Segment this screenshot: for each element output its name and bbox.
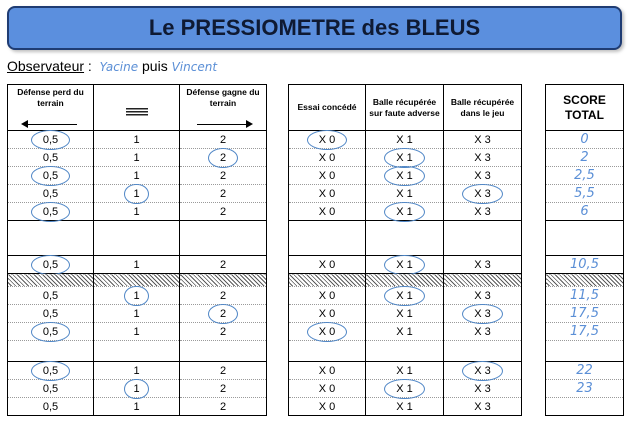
terrain-value: 0,5 <box>42 258 59 271</box>
score-header-row <box>546 85 624 131</box>
terrain-value: 1 <box>133 400 140 413</box>
terrain-value: 1 <box>133 169 140 182</box>
score-cell <box>546 149 624 167</box>
ball-value: X 1 <box>396 307 413 320</box>
terrain-value: 1 <box>133 325 140 338</box>
left-cell <box>8 362 94 380</box>
header-equal <box>94 85 180 131</box>
mid-cell <box>366 256 444 274</box>
mid-cell <box>289 221 366 256</box>
left-cell <box>180 185 267 203</box>
mid-cell <box>289 256 366 274</box>
score-value: 6 <box>580 204 589 219</box>
left-cell <box>94 341 180 362</box>
terrain-value: 1 <box>133 364 140 377</box>
terrain-value: 1 <box>133 205 140 218</box>
left-cell <box>94 362 180 380</box>
left-row <box>8 221 267 256</box>
ball-value: X 0 <box>318 169 336 182</box>
left-row <box>8 341 267 362</box>
ball-value: X 0 <box>318 258 336 271</box>
terrain-value: 0,5 <box>42 289 59 302</box>
mid-cell <box>366 305 444 323</box>
terrain-value: 1 <box>133 187 140 200</box>
score-row <box>546 221 624 256</box>
mid-cell <box>366 287 444 305</box>
score-table <box>545 84 624 416</box>
mid-row <box>289 323 522 341</box>
mid-cell <box>444 131 522 149</box>
observer-name-2: Vincent <box>171 60 218 74</box>
ball-value: X 0 <box>318 289 336 302</box>
ball-value: X 1 <box>396 151 413 164</box>
header-gain-label: Défense gagne du terrain <box>186 87 260 108</box>
mid-row <box>289 185 522 203</box>
mid-row <box>289 398 522 416</box>
ball-value: X 3 <box>474 258 491 271</box>
score-cell <box>546 380 624 398</box>
score-row <box>546 256 624 274</box>
observer-colon: : <box>84 58 92 74</box>
left-cell <box>8 131 94 149</box>
terrain-value: 1 <box>133 382 140 395</box>
ball-value: X 1 <box>396 400 413 413</box>
left-cell <box>94 305 180 323</box>
score-value: 22 <box>576 363 593 378</box>
mid-cell <box>366 203 444 221</box>
score-value: 17,5 <box>570 324 599 339</box>
mid-row <box>289 274 522 287</box>
left-cell <box>180 274 267 287</box>
left-cell <box>180 256 267 274</box>
left-cell <box>180 149 267 167</box>
left-row <box>8 131 267 149</box>
score-value: 11,5 <box>570 288 599 303</box>
mid-cell <box>444 323 522 341</box>
ball-value: X 1 <box>396 205 413 218</box>
terrain-value: 0,5 <box>42 187 59 200</box>
terrain-value: 2 <box>219 187 227 200</box>
left-cell <box>8 323 94 341</box>
observer-name-1: Yacine <box>99 60 139 74</box>
ball-value: X 0 <box>318 205 336 218</box>
left-cell <box>8 185 94 203</box>
mid-cell <box>444 380 522 398</box>
left-cell <box>94 398 180 416</box>
terrain-header-row <box>8 85 267 131</box>
mid-cell <box>366 362 444 380</box>
mid-cell <box>289 167 366 185</box>
ball-value: X 1 <box>396 289 413 302</box>
header-score: SCORE TOTAL <box>546 85 624 131</box>
mid-cell <box>444 167 522 185</box>
score-row <box>546 167 624 185</box>
score-cell <box>546 203 624 221</box>
ball-header-row <box>289 85 522 131</box>
left-cell <box>94 221 180 256</box>
ball-value: X 3 <box>474 205 491 218</box>
mid-cell <box>289 185 366 203</box>
score-row <box>546 305 624 323</box>
observer-connector: puis <box>142 58 168 74</box>
left-cell <box>94 185 180 203</box>
left-cell <box>180 380 267 398</box>
left-cell <box>94 323 180 341</box>
ball-value: X 0 <box>318 187 336 200</box>
ball-value: X 0 <box>318 382 336 395</box>
mid-cell <box>289 398 366 416</box>
left-cell <box>180 167 267 185</box>
arrow-right-icon <box>193 120 253 128</box>
left-cell <box>94 380 180 398</box>
left-cell <box>8 341 94 362</box>
score-row <box>546 287 624 305</box>
terrain-value: 2 <box>219 289 227 302</box>
score-row <box>546 274 624 287</box>
score-cell <box>546 221 624 256</box>
score-row <box>546 380 624 398</box>
mid-cell <box>444 305 522 323</box>
mid-cell <box>366 341 444 362</box>
header-gain-terrain <box>180 85 267 131</box>
score-value: 2,5 <box>574 168 595 183</box>
terrain-value: 1 <box>133 133 140 146</box>
mid-row <box>289 362 522 380</box>
ball-value: X 3 <box>474 364 491 377</box>
ball-value: X 3 <box>474 382 491 395</box>
score-row <box>546 323 624 341</box>
score-cell <box>546 362 624 380</box>
score-value: 2 <box>580 150 589 165</box>
left-cell <box>94 256 180 274</box>
left-row <box>8 185 267 203</box>
left-row <box>8 305 267 323</box>
ball-value: X 1 <box>396 187 413 200</box>
left-row <box>8 256 267 274</box>
terrain-value: 1 <box>133 289 140 302</box>
mid-row <box>289 203 522 221</box>
observer-line <box>7 58 217 74</box>
terrain-value: 2 <box>219 205 227 218</box>
ball-value: X 1 <box>396 133 413 146</box>
equal-lines-icon <box>126 108 148 117</box>
score-row <box>546 185 624 203</box>
mid-cell <box>289 362 366 380</box>
left-row <box>8 398 267 416</box>
terrain-value: 2 <box>219 400 227 413</box>
header-lose-terrain <box>8 85 94 131</box>
score-cell <box>546 256 624 274</box>
mid-cell <box>444 398 522 416</box>
ball-value: X 3 <box>474 151 491 164</box>
mid-cell <box>289 380 366 398</box>
mid-row <box>289 380 522 398</box>
left-cell <box>180 362 267 380</box>
left-cell <box>94 203 180 221</box>
mid-cell <box>366 221 444 256</box>
left-cell <box>180 131 267 149</box>
score-row <box>546 341 624 362</box>
score-row <box>546 398 624 416</box>
ball-value: X 0 <box>318 307 336 320</box>
left-row <box>8 362 267 380</box>
mid-cell <box>366 149 444 167</box>
left-cell <box>8 274 94 287</box>
mid-cell <box>289 274 366 287</box>
mid-cell <box>444 256 522 274</box>
mid-row <box>289 287 522 305</box>
terrain-value: 0,5 <box>42 400 59 413</box>
mid-cell <box>289 203 366 221</box>
left-cell <box>94 287 180 305</box>
terrain-value: 0,5 <box>42 205 59 218</box>
mid-cell <box>444 287 522 305</box>
score-row <box>546 362 624 380</box>
ball-value: X 1 <box>396 364 413 377</box>
ball-value: X 1 <box>396 382 413 395</box>
left-cell <box>180 287 267 305</box>
terrain-value: 0,5 <box>42 307 59 320</box>
score-row <box>546 203 624 221</box>
left-row <box>8 274 267 287</box>
score-cell <box>546 167 624 185</box>
score-cell <box>546 341 624 362</box>
terrain-value: 0,5 <box>42 133 59 146</box>
ball-value: X 3 <box>474 325 491 338</box>
score-value: 0 <box>580 132 589 147</box>
mid-row <box>289 167 522 185</box>
mid-cell <box>444 362 522 380</box>
left-row <box>8 203 267 221</box>
ball-table <box>288 84 522 416</box>
terrain-value: 0,5 <box>42 382 59 395</box>
terrain-value: 2 <box>219 364 227 377</box>
score-cell <box>546 305 624 323</box>
mid-cell <box>366 380 444 398</box>
terrain-value: 2 <box>219 382 227 395</box>
ball-value: X 0 <box>318 133 336 146</box>
ball-value: X 0 <box>318 325 336 338</box>
left-cell <box>180 305 267 323</box>
score-value: 10,5 <box>570 257 599 272</box>
mid-cell <box>444 341 522 362</box>
ball-value: X 3 <box>474 169 491 182</box>
mid-row <box>289 256 522 274</box>
ball-value: X 3 <box>474 289 491 302</box>
score-row <box>546 131 624 149</box>
left-cell <box>8 287 94 305</box>
ball-value: X 1 <box>396 258 413 271</box>
mid-row <box>289 305 522 323</box>
terrain-value: 2 <box>219 325 227 338</box>
mid-cell <box>444 203 522 221</box>
left-cell <box>8 398 94 416</box>
left-cell <box>8 167 94 185</box>
mid-row <box>289 341 522 362</box>
score-cell <box>546 323 624 341</box>
mid-cell <box>289 305 366 323</box>
mid-cell <box>289 287 366 305</box>
terrain-value: 0,5 <box>42 169 59 182</box>
terrain-value: 1 <box>133 258 140 271</box>
terrain-value: 1 <box>133 307 140 320</box>
header-faute: Balle récupérée sur faute adverse <box>366 85 444 131</box>
left-row <box>8 380 267 398</box>
mid-cell <box>366 323 444 341</box>
ball-value: X 0 <box>318 364 336 377</box>
left-cell <box>8 380 94 398</box>
header-essai: Essai concédé <box>289 85 366 131</box>
terrain-value: 2 <box>219 307 227 320</box>
left-cell <box>180 221 267 256</box>
terrain-value: 0,5 <box>42 325 59 338</box>
page-title: Le PRESSIOMETRE des BLEUS <box>148 15 481 40</box>
observer-label: Observateur <box>7 58 85 74</box>
score-cell <box>546 131 624 149</box>
left-cell <box>94 167 180 185</box>
title-banner <box>7 6 622 50</box>
terrain-value: 2 <box>219 133 227 146</box>
ball-value: X 3 <box>474 187 491 200</box>
left-cell <box>180 203 267 221</box>
left-cell <box>180 341 267 362</box>
mid-cell <box>444 185 522 203</box>
left-row <box>8 287 267 305</box>
score-value: 23 <box>576 381 593 396</box>
terrain-value: 2 <box>219 169 227 182</box>
left-cell <box>180 323 267 341</box>
mid-cell <box>289 131 366 149</box>
left-cell <box>180 398 267 416</box>
header-lose-label: Défense perd du terrain <box>17 87 84 108</box>
arrow-left-icon <box>21 120 81 128</box>
score-row <box>546 149 624 167</box>
left-cell <box>8 256 94 274</box>
mid-cell <box>366 167 444 185</box>
ball-value: X 3 <box>474 400 491 413</box>
terrain-value: 2 <box>219 258 227 271</box>
mid-cell <box>289 323 366 341</box>
score-cell <box>546 274 624 287</box>
mid-cell <box>289 149 366 167</box>
score-value: 5,5 <box>574 186 595 201</box>
mid-cell <box>444 274 522 287</box>
ball-value: X 1 <box>396 169 413 182</box>
terrain-value: 2 <box>219 151 227 164</box>
left-cell <box>94 131 180 149</box>
ball-value: X 0 <box>318 400 336 413</box>
mid-cell <box>366 398 444 416</box>
score-value: 17,5 <box>570 306 599 321</box>
ball-value: X 1 <box>396 325 413 338</box>
terrain-value: 1 <box>133 151 140 164</box>
left-row <box>8 149 267 167</box>
mid-cell <box>444 149 522 167</box>
header-jeu: Balle récupérée dans le jeu <box>444 85 522 131</box>
mid-row <box>289 221 522 256</box>
ball-value: X 0 <box>318 151 336 164</box>
mid-row <box>289 131 522 149</box>
left-row <box>8 167 267 185</box>
score-cell <box>546 398 624 416</box>
score-cell <box>546 287 624 305</box>
ball-value: X 3 <box>474 133 491 146</box>
left-cell <box>8 203 94 221</box>
terrain-table <box>7 84 267 416</box>
left-cell <box>94 149 180 167</box>
mid-cell <box>444 221 522 256</box>
mid-cell <box>366 131 444 149</box>
terrain-value: 0,5 <box>42 151 59 164</box>
terrain-value: 0,5 <box>42 364 59 377</box>
left-cell <box>8 221 94 256</box>
left-cell <box>8 305 94 323</box>
left-row <box>8 323 267 341</box>
mid-cell <box>366 185 444 203</box>
ball-value: X 3 <box>474 307 491 320</box>
left-cell <box>94 274 180 287</box>
mid-cell <box>366 274 444 287</box>
left-cell <box>8 149 94 167</box>
mid-row <box>289 149 522 167</box>
mid-cell <box>289 341 366 362</box>
score-cell <box>546 185 624 203</box>
